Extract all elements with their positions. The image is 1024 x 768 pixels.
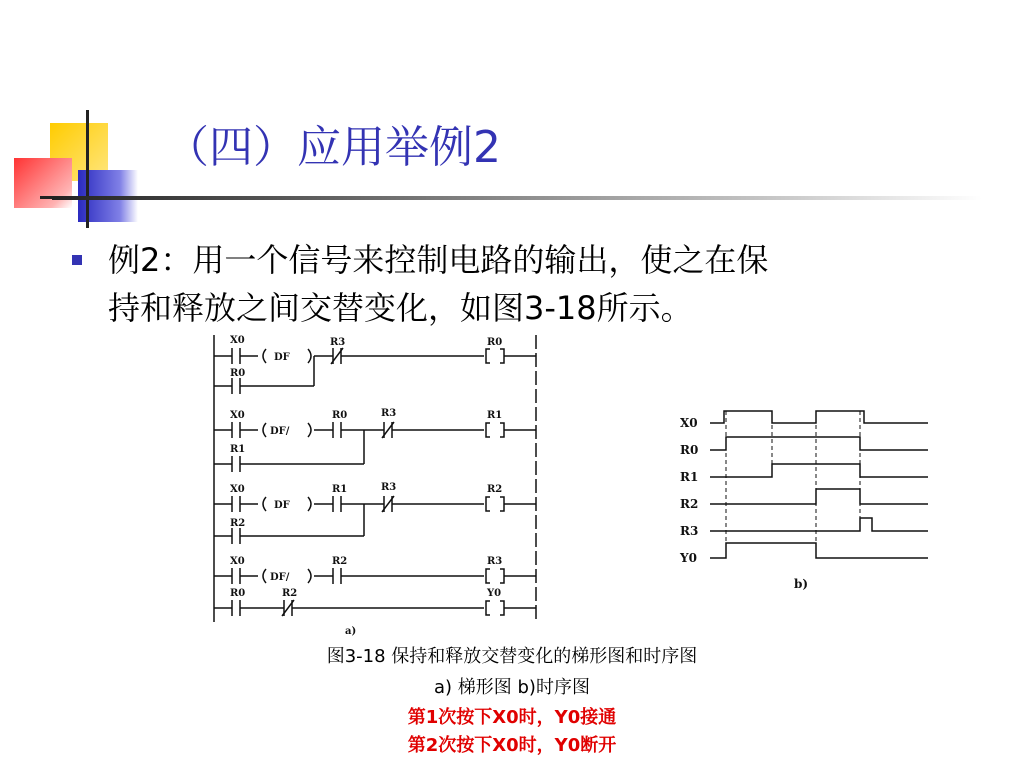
ladder-label-r2-hold: R2 <box>230 518 246 529</box>
ladder-label-dfbar-4: DF/ <box>270 572 290 583</box>
title-underline <box>52 196 982 200</box>
timing-diagram <box>670 400 940 595</box>
timing-label-y0: Y0 <box>680 551 697 565</box>
ladder-label-dfbar-2: DF/ <box>270 426 290 437</box>
ladder-label-y0-out: Y0 <box>487 588 502 599</box>
ladder-label-r2-out: R2 <box>487 484 503 495</box>
ladder-label-r3-out: R3 <box>487 556 503 567</box>
ladder-label-r3-2: R3 <box>381 408 397 419</box>
ladder-label-x0-3: X0 <box>230 484 245 495</box>
ladder-label-df-1: DF <box>274 352 290 363</box>
timing-caption-b: b) <box>794 577 809 591</box>
ladder-label-r0-2: R0 <box>332 410 348 421</box>
bullet-line-1: 例2：用一个信号来控制电路的输出，使之在保 <box>108 241 769 279</box>
ladder-label-r1-hold: R1 <box>230 444 246 455</box>
ladder-label-r1-out: R1 <box>487 410 503 421</box>
bullet-line-2: 持和释放之间交替变化，如图3-18所示。 <box>108 289 693 327</box>
ladder-label-r3-1: R3 <box>330 337 346 348</box>
bullet-text <box>108 236 948 332</box>
deco-red-square <box>14 158 72 208</box>
ladder-label-x0-1: X0 <box>230 335 245 346</box>
ladder-label-r2-5: R2 <box>282 588 298 599</box>
ladder-label-r0-out: R0 <box>487 337 503 348</box>
ladder-label-r2-4: R2 <box>332 556 348 567</box>
timing-label-x0: X0 <box>680 416 698 430</box>
deco-vertical-line <box>86 110 89 228</box>
ladder-label-r1-3: R1 <box>332 484 348 495</box>
ladder-label-x0-2: X0 <box>230 410 245 421</box>
ladder-label-df-3: DF <box>274 500 290 511</box>
ladder-label-x0-4: X0 <box>230 556 245 567</box>
timing-label-r1: R1 <box>680 470 699 484</box>
bullet-marker <box>72 255 82 265</box>
figure-subcaption: a) 梯形图 b)时序图 <box>434 677 590 698</box>
slide-title: （四）应用举例2 <box>165 122 501 173</box>
ladder-label-r0-hold: R0 <box>230 368 246 379</box>
ladder-caption-a: a) <box>345 626 357 637</box>
timing-label-r0: R0 <box>680 443 699 457</box>
note-first-press: 第1次按下X0时，Y0接通 <box>407 707 617 728</box>
ladder-diagram <box>200 330 550 640</box>
timing-label-r3: R3 <box>680 524 699 538</box>
timing-label-r2: R2 <box>680 497 699 511</box>
ladder-label-r0-5: R0 <box>230 588 246 599</box>
ladder-label-r3-3: R3 <box>381 482 397 493</box>
note-second-press: 第2次按下X0时，Y0断开 <box>407 735 617 756</box>
figure-caption: 图3-18 保持和释放交替变化的梯形图和时序图 <box>326 646 698 667</box>
